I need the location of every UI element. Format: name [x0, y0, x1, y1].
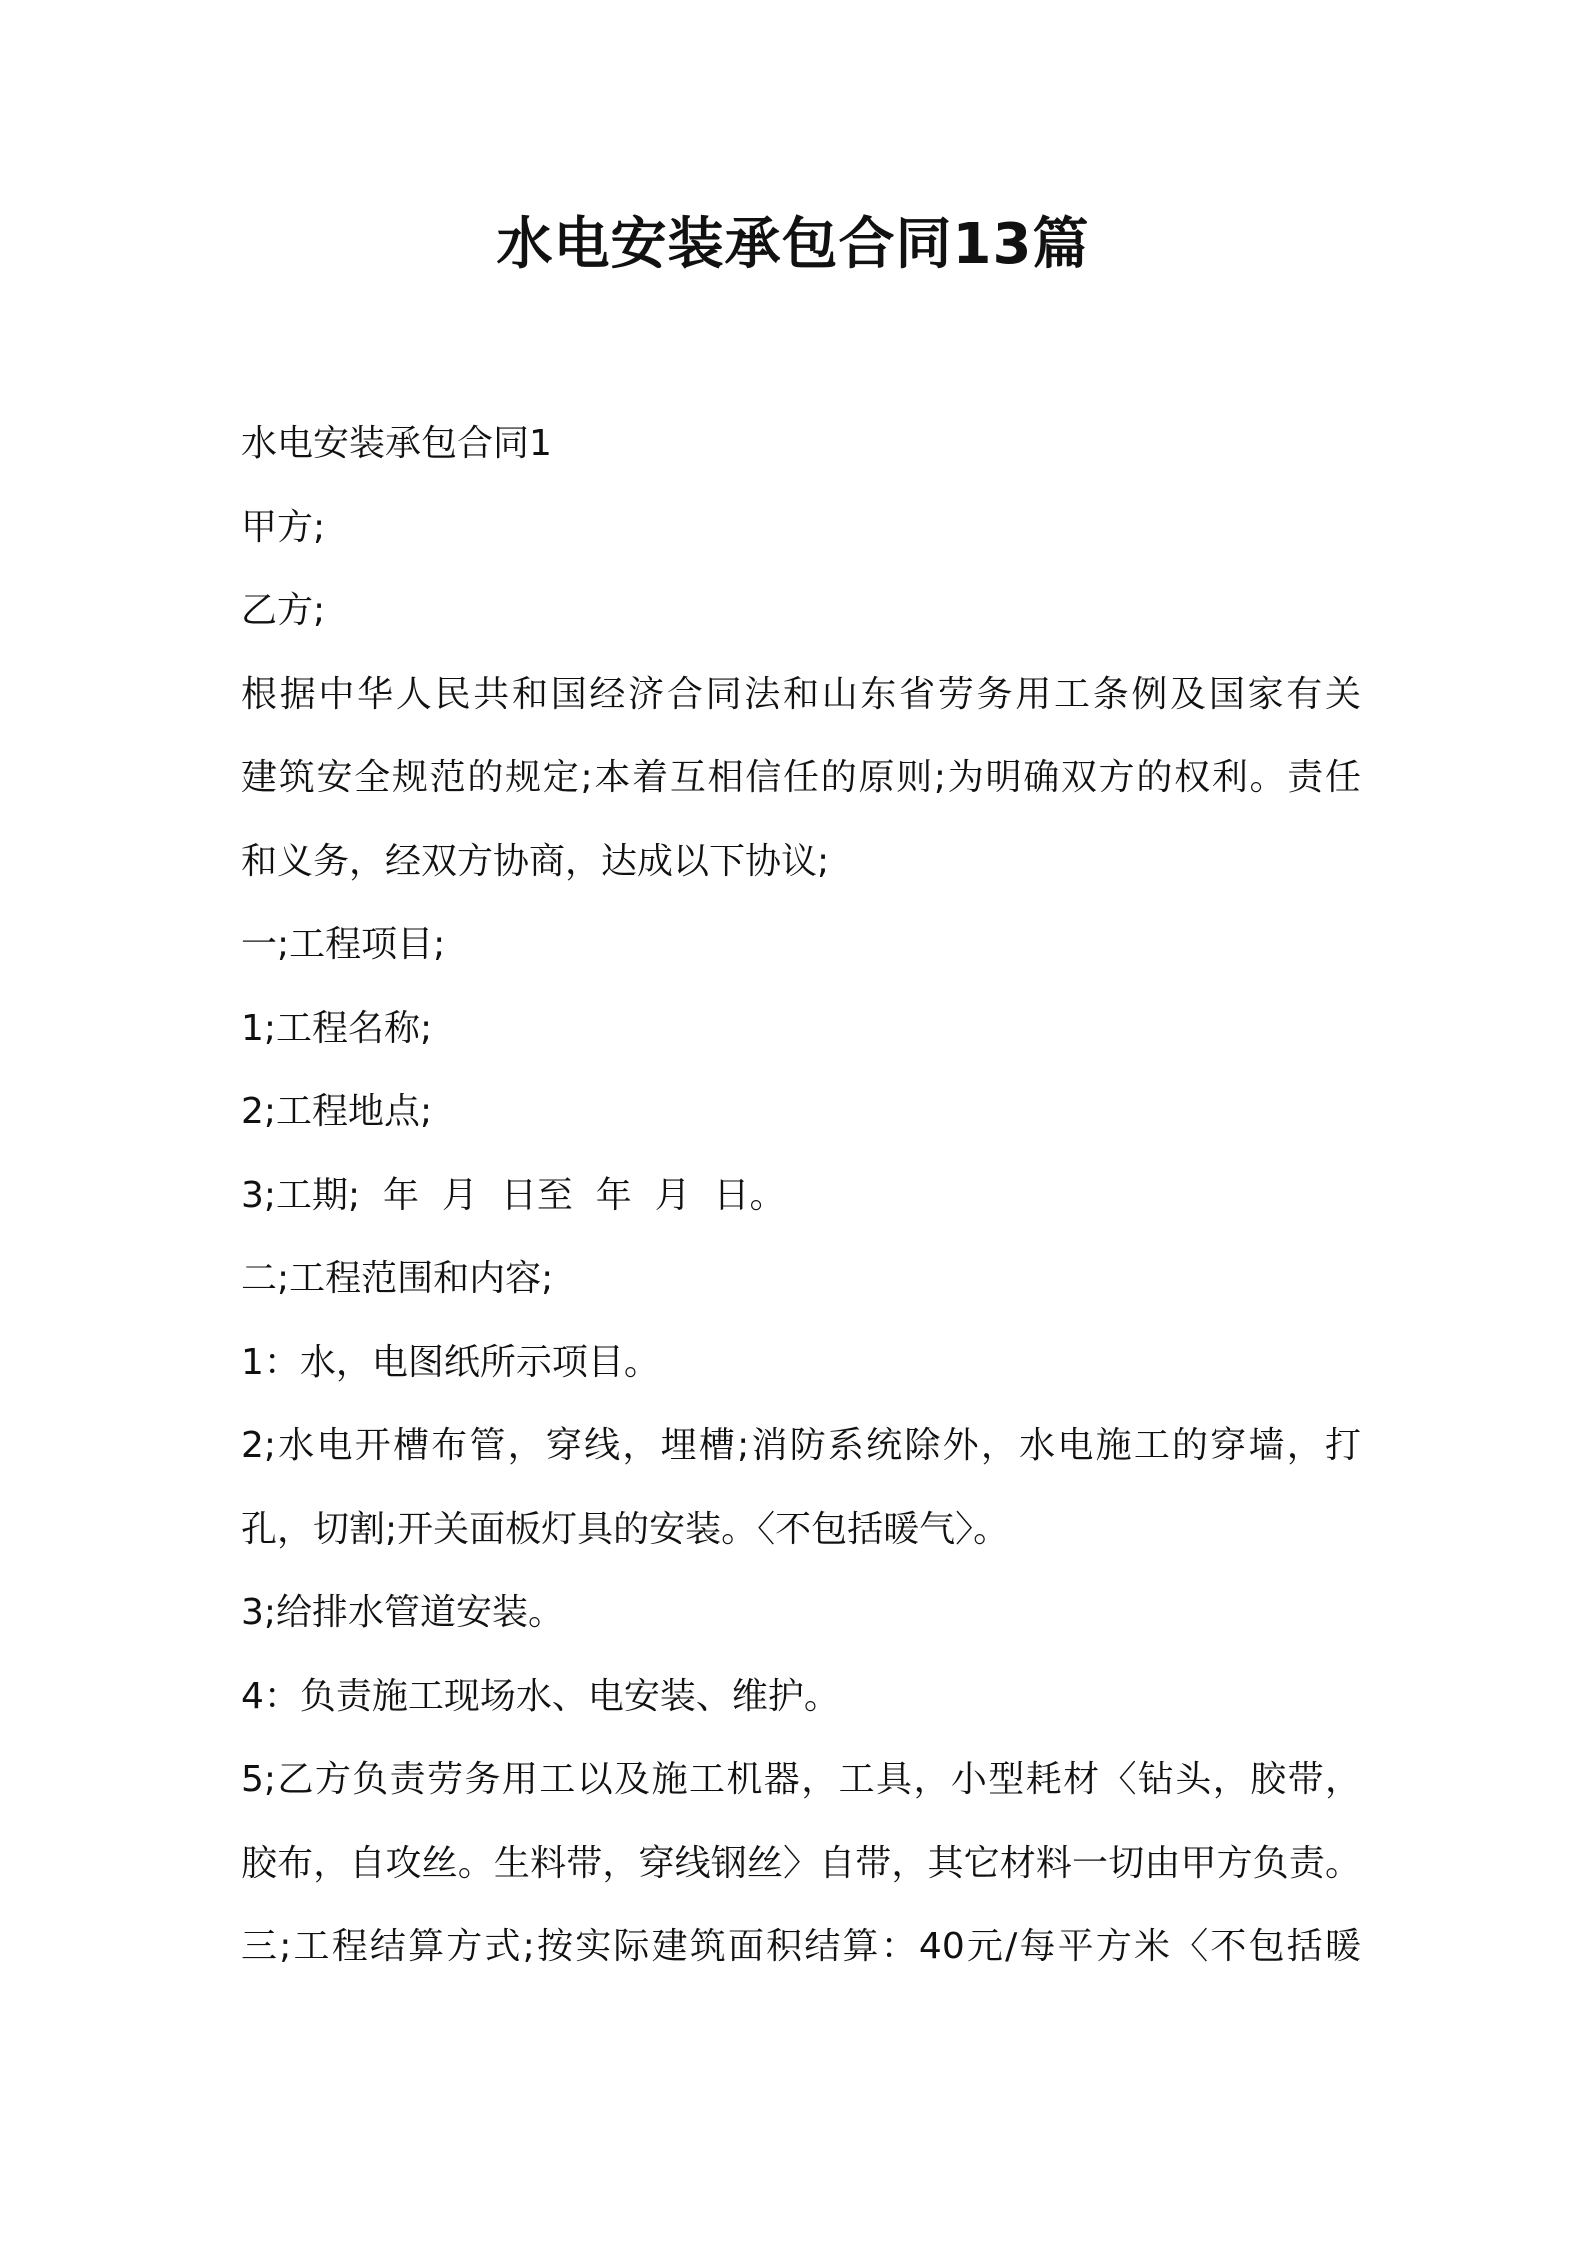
section-heading: 水电安装承包合同1: [241, 423, 552, 464]
clause-heading: 二;工程范围和内容;: [241, 1258, 554, 1299]
clause-item: 1;工程名称;: [241, 1007, 433, 1049]
party-a-line: 甲方;: [241, 506, 326, 548]
clause-heading: 三;工程结算方式;按实际建筑面积结算：40元/每平方米〈不包括暖: [241, 1926, 1361, 1967]
clause-item: 5;乙方负责劳务用工以及施工机器，工具，小型耗材〈钻头，胶带，: [241, 1759, 1361, 1800]
clause-heading: 一;工程项目;: [241, 924, 446, 965]
paragraph-line: 和义务，经双方协商，达成以下协议;: [241, 840, 830, 882]
paragraph-line: 建筑安全规范的规定;本着互相信任的原则;为明确双方的权利。责任: [241, 757, 1361, 798]
paragraph-line: 根据中华人民共和国经济合同法和山东省劳务用工条例及国家有关: [241, 673, 1361, 715]
clause-item: 3;工期; 年 月 日至 年 月 日。: [241, 1174, 786, 1216]
clause-item: 2;工程地点;: [241, 1091, 433, 1132]
document-body: [241, 402, 1361, 1989]
clause-item: 2;水电开槽布管，穿线，埋槽;消防系统除外，水电施工的穿墙，打: [241, 1425, 1361, 1466]
document-title: 水电安装承包合同13篇: [496, 212, 1090, 277]
clause-item: 孔，切割;开关面板灯具的安装。〈不包括暖气〉。: [241, 1508, 1010, 1550]
clause-item: 4：负责施工现场水、电安装、维护。: [241, 1675, 840, 1717]
clause-item: 3;给排水管道安装。: [241, 1592, 565, 1633]
clause-item: 胶布，自攻丝。生料带，穿线钢丝〉自带，其它材料一切由甲方负责。: [241, 1842, 1361, 1884]
party-b-line: 乙方;: [241, 590, 326, 631]
clause-item: 1：水，电图纸所示项目。: [241, 1341, 660, 1383]
